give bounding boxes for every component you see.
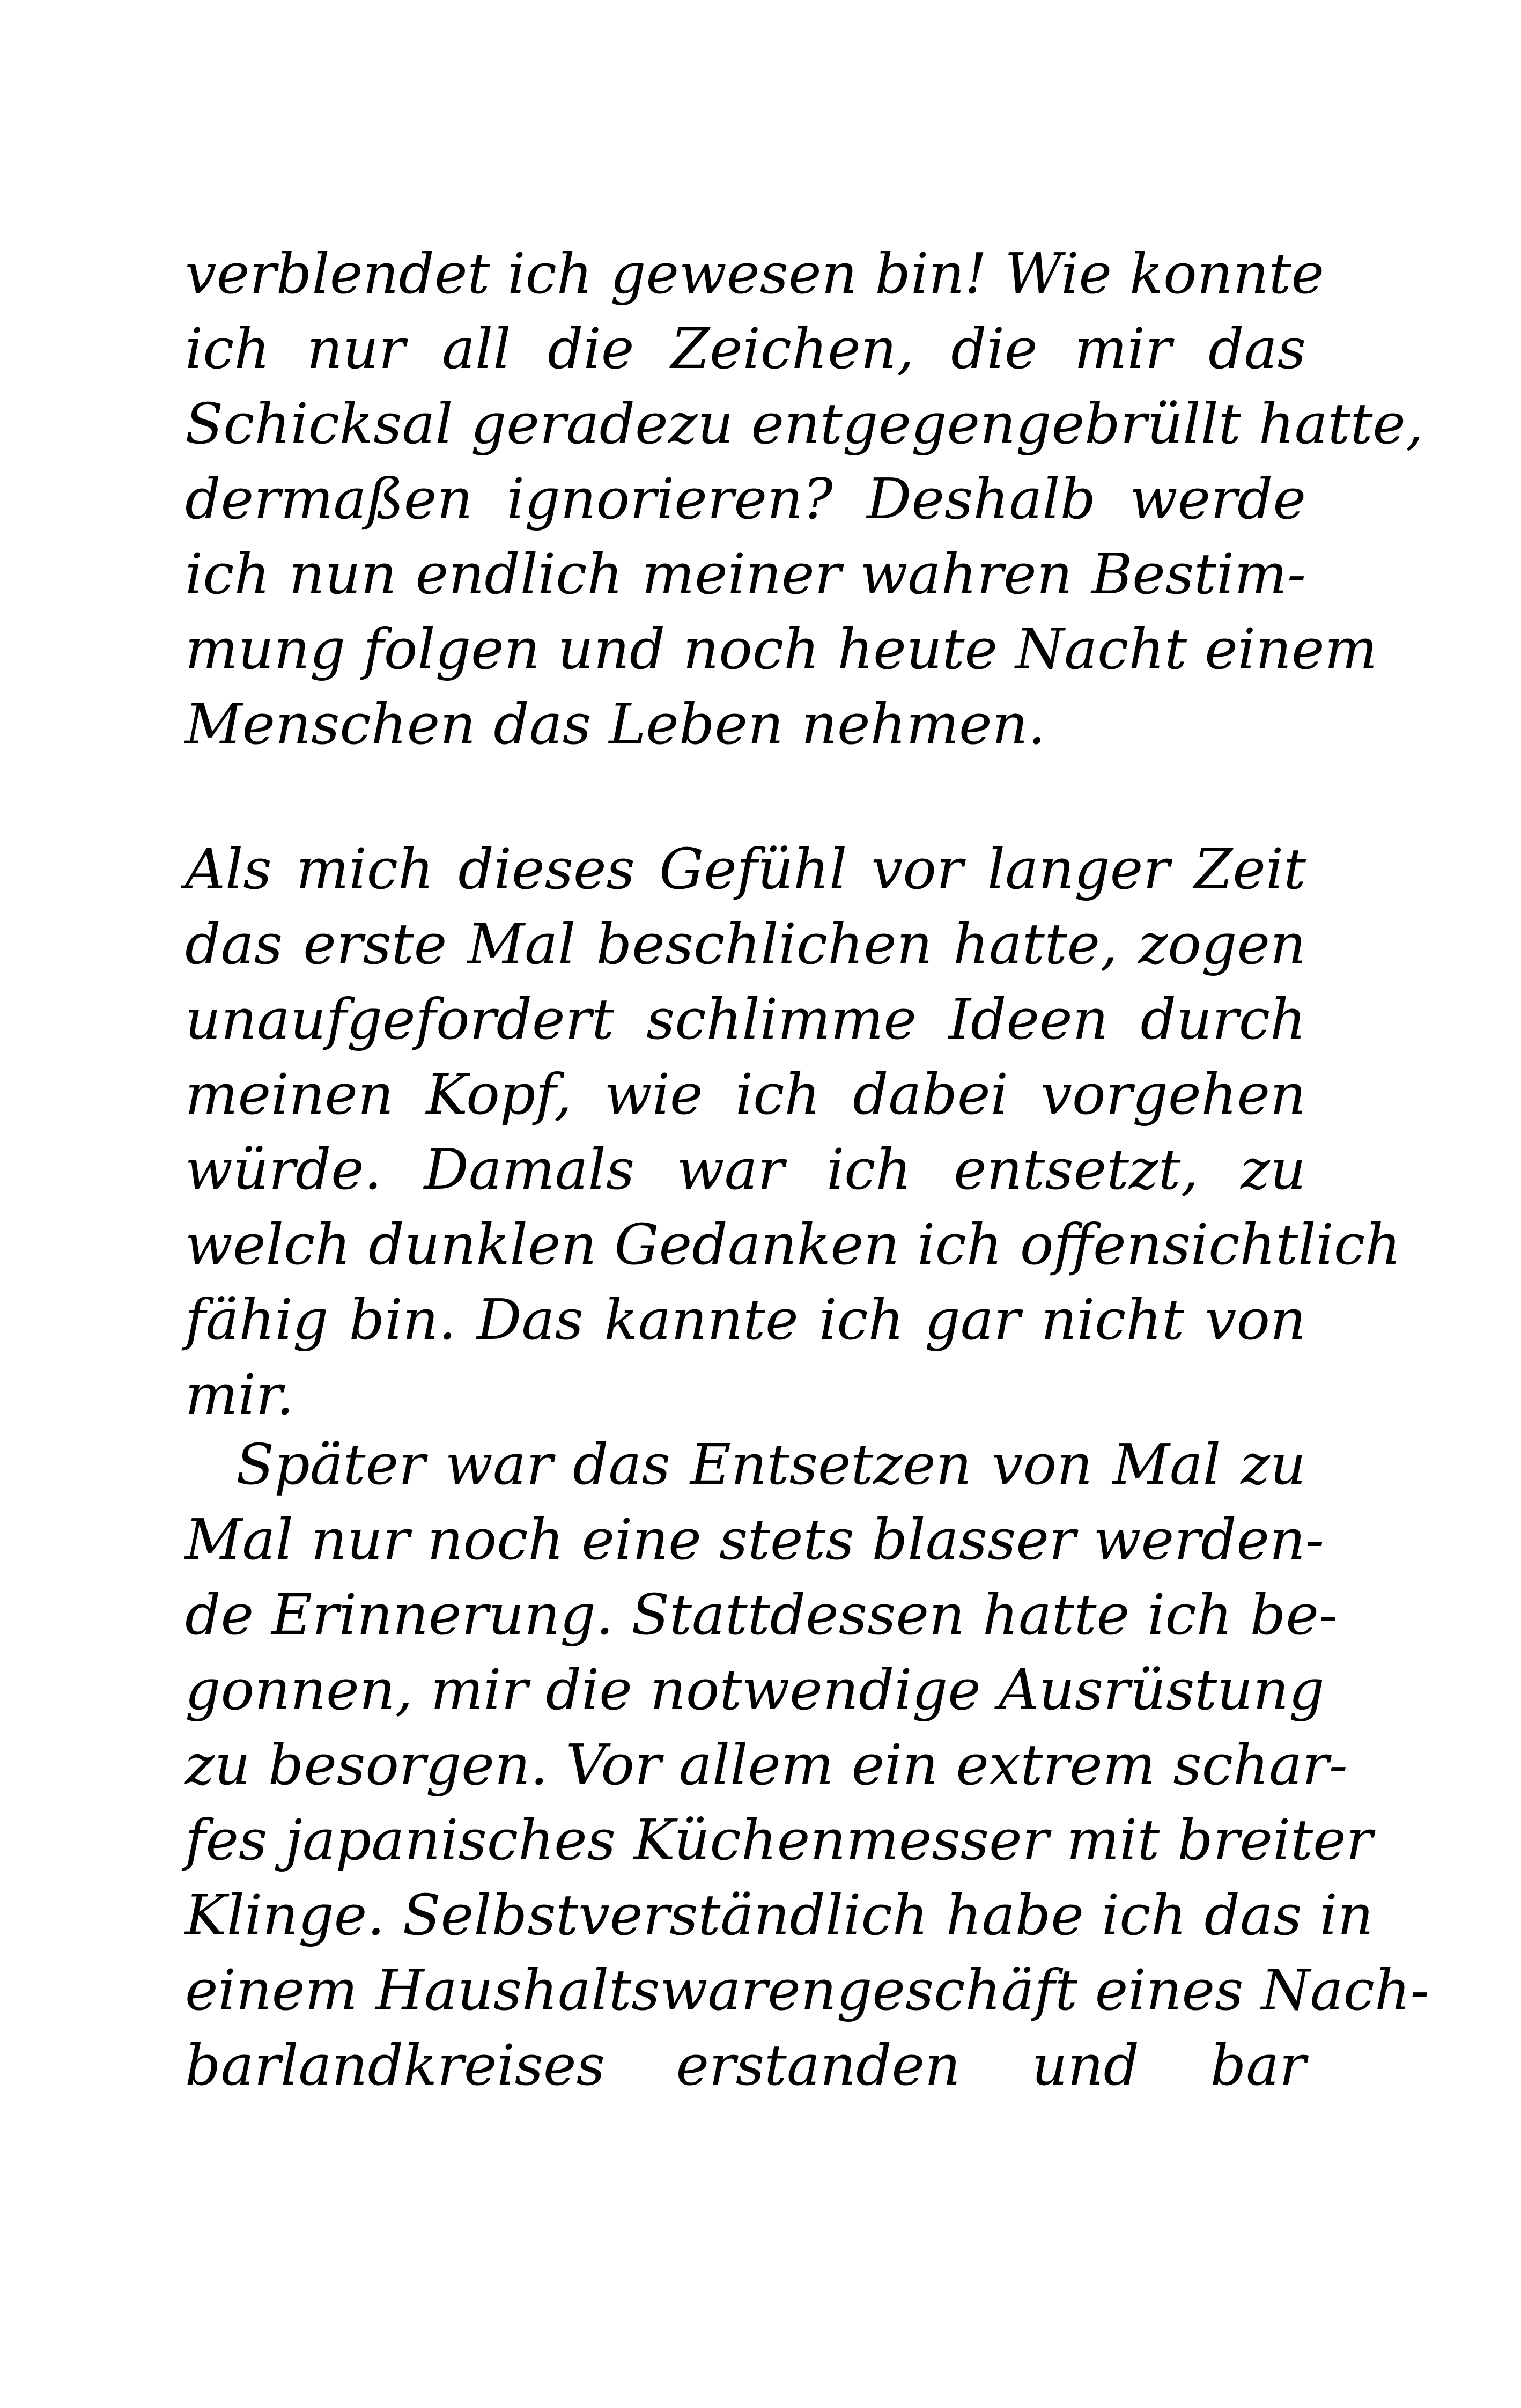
text-line: verblendet ich gewesen bin! Wie konnte	[185, 241, 1325, 306]
text-line: Klinge. Selbstverständlich habe ich das in	[185, 1882, 1374, 1948]
paragraph-3	[185, 1427, 1429, 2103]
text-line: ich nur all die Zeichen, die mir das	[185, 316, 1306, 381]
text-line: fähig bin. Das kannte ich gar nicht von	[185, 1287, 1306, 1352]
text-line: meinen Kopf, wie ich dabei vorgehen	[185, 1062, 1306, 1127]
text-line: Als mich dieses Gefühl vor langer Zeit	[185, 836, 1306, 902]
text-line: würde. Damals war ich entsetzt, zu	[185, 1137, 1306, 1202]
text-line: Mal nur noch eine stets blasser werden-	[185, 1507, 1325, 1572]
text-line: einem Haushaltswarengeschäft eines Nach-	[185, 1957, 1429, 2023]
text-line: ich nun endlich meiner wahren Bestim-	[185, 541, 1306, 607]
text-line: welch dunklen Gedanken ich offensichtlich	[185, 1212, 1401, 1277]
text-line: Später war das Entsetzen von Mal zu	[236, 1432, 1306, 1497]
text-line: das erste Mal beschlichen hatte, zogen	[185, 911, 1306, 977]
text-line: mung folgen und noch heute Nacht einem	[185, 616, 1378, 682]
text-line: unaufgefordert schlimme Ideen durch	[185, 986, 1306, 1052]
text-line: barlandkreises erstanden und bar	[185, 2033, 1306, 2098]
paragraph-2	[185, 831, 1401, 1432]
text-line: mir.	[185, 1362, 294, 1427]
text-line: dermaßen ignorieren? Deshalb werde	[185, 466, 1306, 532]
paragraph-1	[185, 236, 1423, 762]
text-line: fes japanisches Küchenmesser mit breiter	[185, 1807, 1373, 1873]
text-line: Menschen das Leben nehmen.	[185, 691, 1046, 757]
text-line: gonnen, mir die notwendige Ausrüstung	[185, 1657, 1325, 1722]
text-line: zu besorgen. Vor allem ein extrem schar-	[185, 1732, 1348, 1798]
text-line: Schicksal geradezu entgegengebrüllt hatte,	[185, 391, 1423, 456]
text-line: de Erinnerung. Stattdessen hatte ich be-	[185, 1582, 1338, 1647]
